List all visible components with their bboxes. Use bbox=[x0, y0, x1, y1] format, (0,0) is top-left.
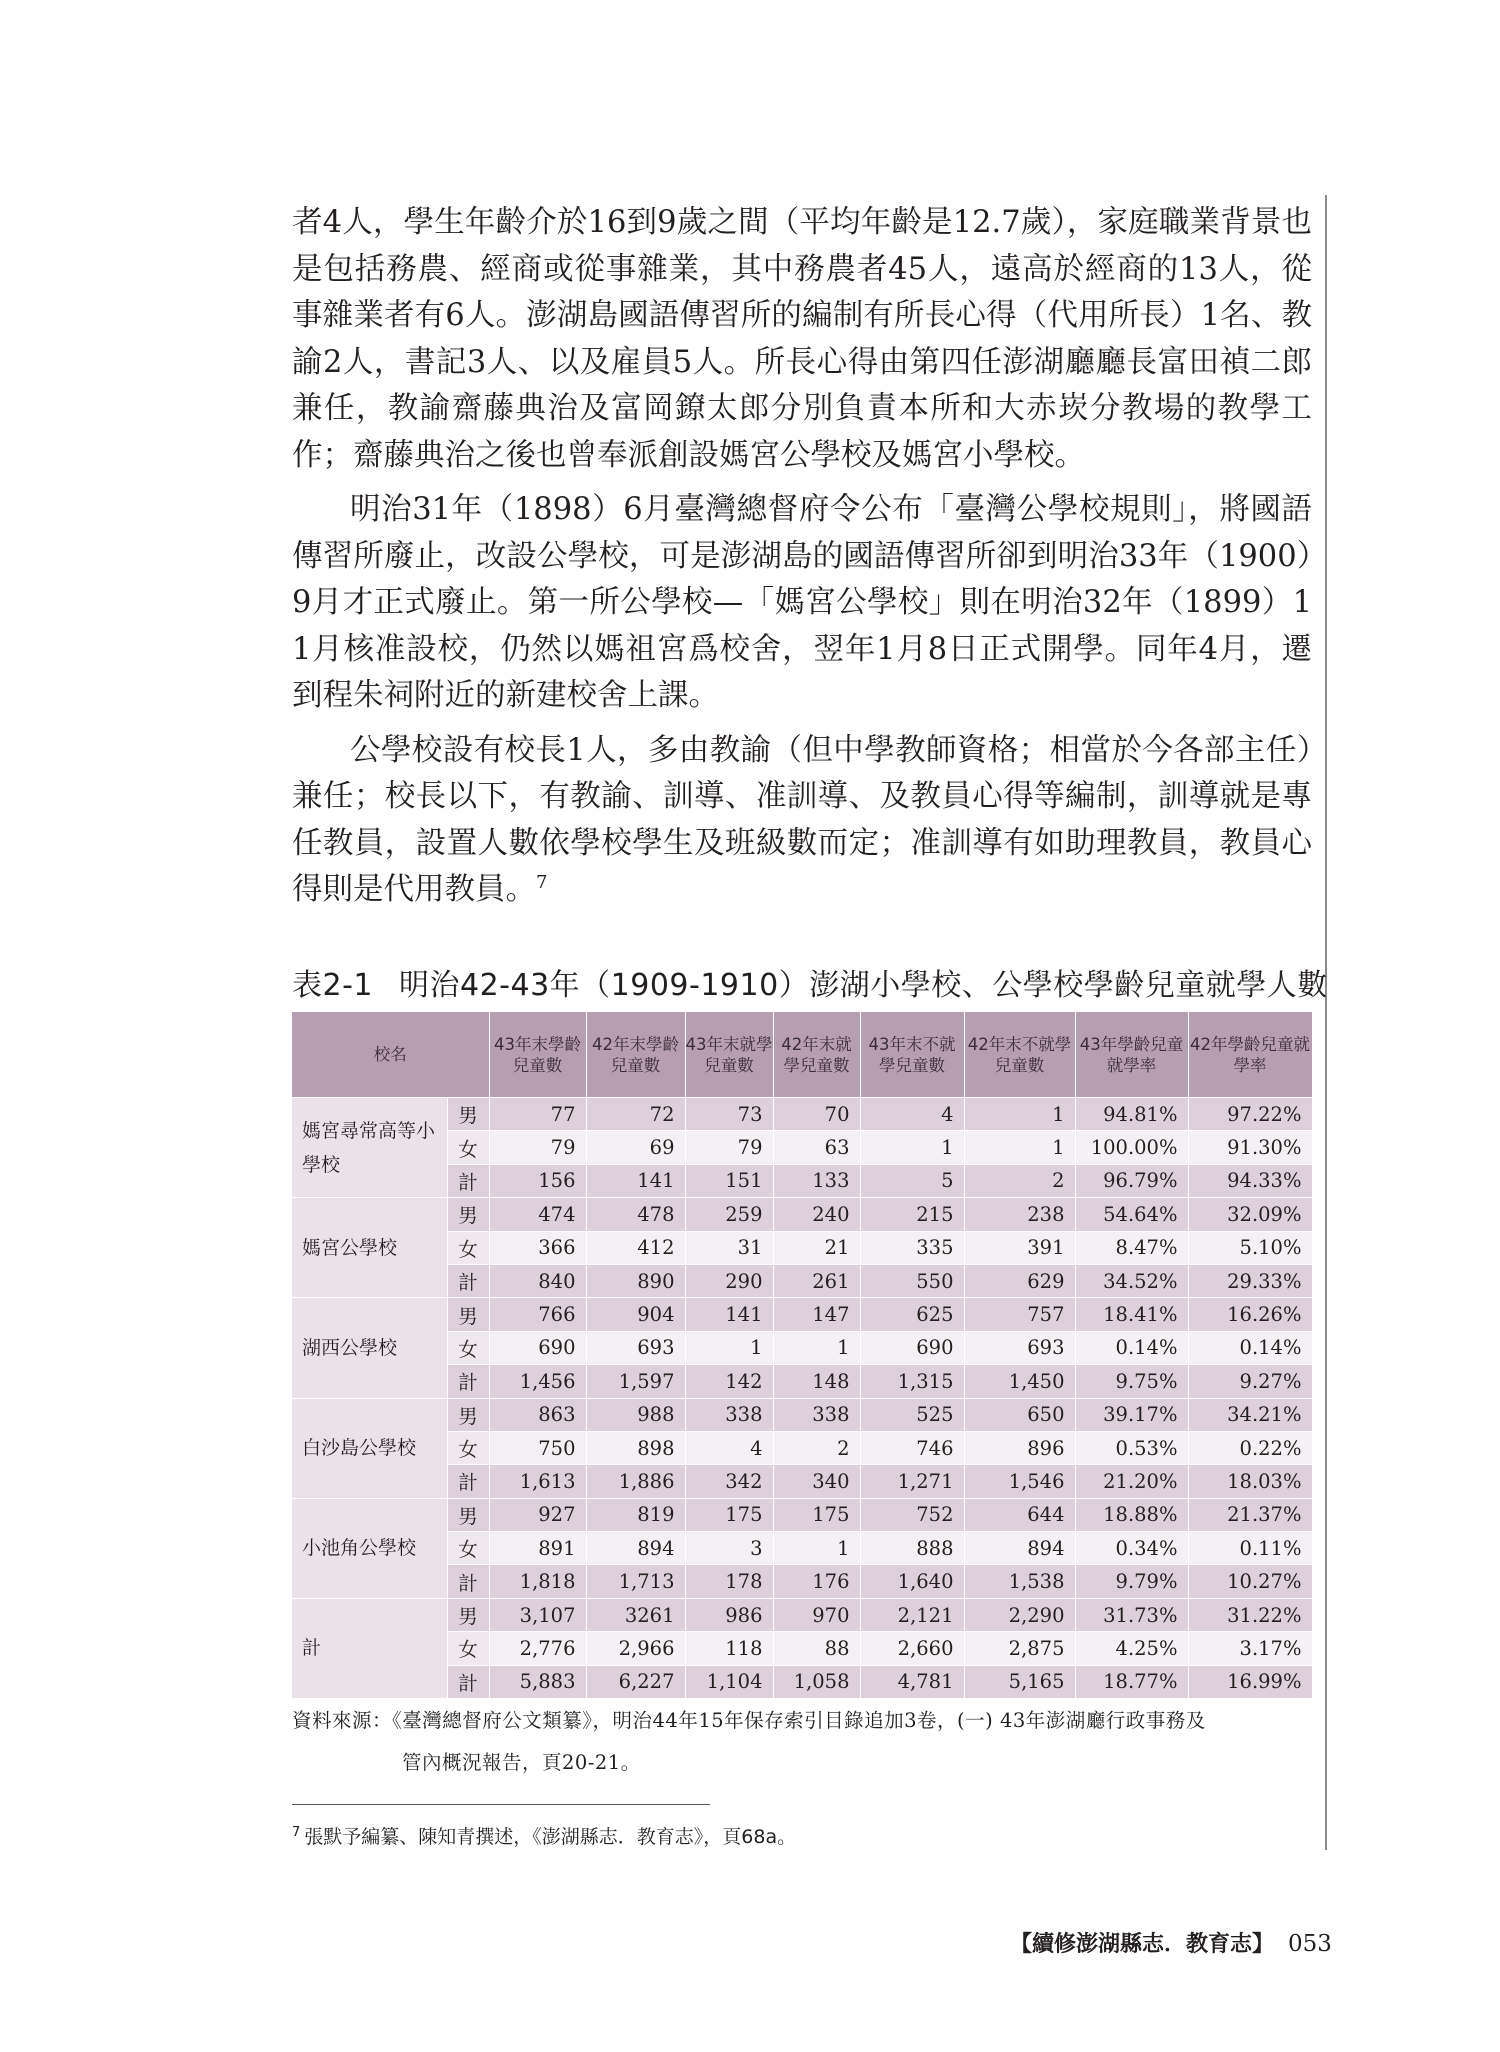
value-cell: 63 bbox=[773, 1131, 860, 1164]
value-cell: 175 bbox=[773, 1498, 860, 1531]
value-cell: 1 bbox=[685, 1331, 773, 1364]
value-cell: 1,058 bbox=[773, 1665, 860, 1698]
value-cell: 894 bbox=[586, 1532, 685, 1565]
value-cell: 1,271 bbox=[860, 1465, 964, 1498]
value-cell: 896 bbox=[964, 1431, 1075, 1464]
sex-cell: 女 bbox=[447, 1532, 489, 1565]
school-name-cell: 計 bbox=[292, 1598, 447, 1698]
page-number: 053 bbox=[1288, 1931, 1332, 1957]
value-cell: 6,227 bbox=[586, 1665, 685, 1698]
value-cell: 5.10% bbox=[1188, 1231, 1312, 1264]
value-cell: 0.22% bbox=[1188, 1431, 1312, 1464]
value-cell: 9.75% bbox=[1075, 1365, 1188, 1398]
column-header: 42年末不就學兒童數 bbox=[964, 1012, 1075, 1098]
value-cell: 4.25% bbox=[1075, 1632, 1188, 1665]
value-cell: 21.37% bbox=[1188, 1498, 1312, 1531]
footnote-text: 張默予編纂、陳知青撰述，《澎湖縣志．教育志》，頁68a。 bbox=[304, 1826, 797, 1848]
value-cell: 342 bbox=[685, 1465, 773, 1498]
value-cell: 1 bbox=[773, 1331, 860, 1364]
value-cell: 18.88% bbox=[1075, 1498, 1188, 1531]
value-cell: 757 bbox=[964, 1298, 1075, 1331]
sex-cell: 女 bbox=[447, 1632, 489, 1665]
value-cell: 21 bbox=[773, 1231, 860, 1264]
value-cell: 891 bbox=[489, 1532, 586, 1565]
value-cell: 32.09% bbox=[1188, 1198, 1312, 1231]
footnote-divider bbox=[292, 1804, 710, 1805]
value-cell: 1,640 bbox=[860, 1565, 964, 1598]
sex-cell: 計 bbox=[447, 1565, 489, 1598]
value-cell: 73 bbox=[685, 1098, 773, 1131]
sex-cell: 女 bbox=[447, 1331, 489, 1364]
footnote-reference[interactable]: 7 bbox=[536, 871, 548, 893]
value-cell: 94.33% bbox=[1188, 1164, 1312, 1197]
value-cell: 18.41% bbox=[1075, 1298, 1188, 1331]
value-cell: 176 bbox=[773, 1565, 860, 1598]
value-cell: 96.79% bbox=[1075, 1164, 1188, 1197]
enrollment-table bbox=[292, 1012, 1313, 1699]
value-cell: 1,104 bbox=[685, 1665, 773, 1698]
value-cell: 750 bbox=[489, 1431, 586, 1464]
value-cell: 1 bbox=[964, 1098, 1075, 1131]
footnote bbox=[292, 1822, 796, 1849]
value-cell: 2,290 bbox=[964, 1598, 1075, 1631]
value-cell: 986 bbox=[685, 1598, 773, 1631]
value-cell: 1,546 bbox=[964, 1465, 1075, 1498]
value-cell: 890 bbox=[586, 1264, 685, 1297]
value-cell: 988 bbox=[586, 1398, 685, 1431]
value-cell: 1,456 bbox=[489, 1365, 586, 1398]
sex-cell: 女 bbox=[447, 1431, 489, 1464]
value-cell: 240 bbox=[773, 1198, 860, 1231]
sex-cell: 計 bbox=[447, 1665, 489, 1698]
value-cell: 4 bbox=[860, 1098, 964, 1131]
value-cell: 1,597 bbox=[586, 1365, 685, 1398]
value-cell: 31.73% bbox=[1075, 1598, 1188, 1631]
value-cell: 338 bbox=[773, 1398, 860, 1431]
value-cell: 970 bbox=[773, 1598, 860, 1631]
value-cell: 1 bbox=[773, 1532, 860, 1565]
value-cell: 79 bbox=[685, 1131, 773, 1164]
value-cell: 178 bbox=[685, 1565, 773, 1598]
running-footer bbox=[1010, 1927, 1332, 1958]
value-cell: 1,818 bbox=[489, 1565, 586, 1598]
value-cell: 0.14% bbox=[1188, 1331, 1312, 1364]
sex-cell: 男 bbox=[447, 1498, 489, 1531]
value-cell: 0.53% bbox=[1075, 1431, 1188, 1464]
table-source-note bbox=[292, 1700, 1322, 1784]
value-cell: 142 bbox=[685, 1365, 773, 1398]
value-cell: 412 bbox=[586, 1231, 685, 1264]
value-cell: 0.34% bbox=[1075, 1532, 1188, 1565]
value-cell: 366 bbox=[489, 1231, 586, 1264]
value-cell: 175 bbox=[685, 1498, 773, 1531]
source-line-1: 資料來源：《臺灣總督府公文類纂》，明治44年15年保存索引目錄追加3卷，(一) 43年澎湖廳行政事務及 bbox=[292, 1709, 1206, 1732]
school-name-cell: 媽宮尋常高等小學校 bbox=[292, 1098, 447, 1198]
school-name-cell: 媽宮公學校 bbox=[292, 1198, 447, 1298]
value-cell: 215 bbox=[860, 1198, 964, 1231]
paragraph-3 bbox=[292, 728, 1312, 914]
value-cell: 927 bbox=[489, 1498, 586, 1531]
sex-cell: 男 bbox=[447, 1398, 489, 1431]
paragraph-3-text: 公學校設有校長1人，多由教諭（但中學教師資格；相當於今各部主任）兼任；校長以下，有教諭、訓導、准訓導、及教員心得等編制，訓導就是專任教員，設置人數依學校學生及班級數而定；准訓導有如助理教員，教員心得則是代用教員。 bbox=[292, 732, 1312, 907]
value-cell: 888 bbox=[860, 1532, 964, 1565]
value-cell: 5,165 bbox=[964, 1665, 1075, 1698]
value-cell: 1,315 bbox=[860, 1365, 964, 1398]
table-number: 表2-1 bbox=[292, 968, 373, 1003]
value-cell: 2,875 bbox=[964, 1632, 1075, 1665]
sex-cell: 男 bbox=[447, 1598, 489, 1631]
value-cell: 629 bbox=[964, 1264, 1075, 1297]
value-cell: 2,660 bbox=[860, 1632, 964, 1665]
value-cell: 2,121 bbox=[860, 1598, 964, 1631]
value-cell: 3,107 bbox=[489, 1598, 586, 1631]
value-cell: 156 bbox=[489, 1164, 586, 1197]
value-cell: 650 bbox=[964, 1398, 1075, 1431]
value-cell: 8.47% bbox=[1075, 1231, 1188, 1264]
column-header: 43年末不就學兒童數 bbox=[860, 1012, 964, 1098]
value-cell: 72 bbox=[586, 1098, 685, 1131]
column-header: 42年末學齡兒童數 bbox=[586, 1012, 685, 1098]
value-cell: 4 bbox=[685, 1431, 773, 1464]
value-cell: 1,538 bbox=[964, 1565, 1075, 1598]
value-cell: 894 bbox=[964, 1532, 1075, 1565]
value-cell: 5 bbox=[860, 1164, 964, 1197]
value-cell: 0.14% bbox=[1075, 1331, 1188, 1364]
table-body bbox=[292, 1098, 1312, 1699]
header-row bbox=[292, 1012, 1312, 1098]
source-line-2: 管內概況報告，頁20-21。 bbox=[402, 1751, 641, 1774]
table-header bbox=[292, 1012, 1312, 1098]
paragraph-1: 者4人，學生年齡介於16到9歲之間（平均年齡是12.7歲），家庭職業背景也是包括務農、經商或從事雜業，其中務農者45人，遠高於經商的13人，從事雜業者有6人。澎湖島國語傳習所的編制有所長心得（代用所長）1名、教諭2人，書記3人、以及雇員5人。所長心得由第四任澎湖廳廳長富田禎二郎兼任，教諭齋藤典治及富岡鐐太郎分別負責本所和大赤崁分教場的教學工作；齋藤典治之後也曾奉派創設媽宮公學校及媽宮小學校。 bbox=[292, 205, 1312, 473]
margin-rule bbox=[1325, 195, 1327, 1850]
value-cell: 1 bbox=[860, 1131, 964, 1164]
value-cell: 625 bbox=[860, 1298, 964, 1331]
value-cell: 141 bbox=[586, 1164, 685, 1197]
value-cell: 550 bbox=[860, 1264, 964, 1297]
value-cell: 644 bbox=[964, 1498, 1075, 1531]
value-cell: 97.22% bbox=[1188, 1098, 1312, 1131]
sex-cell: 男 bbox=[447, 1298, 489, 1331]
column-header: 43年末就學兒童數 bbox=[685, 1012, 773, 1098]
value-cell: 840 bbox=[489, 1264, 586, 1297]
value-cell: 1,613 bbox=[489, 1465, 586, 1498]
value-cell: 2,776 bbox=[489, 1632, 586, 1665]
value-cell: 29.33% bbox=[1188, 1264, 1312, 1297]
school-name-cell: 小池角公學校 bbox=[292, 1498, 447, 1598]
value-cell: 77 bbox=[489, 1098, 586, 1131]
value-cell: 18.77% bbox=[1075, 1665, 1188, 1698]
value-cell: 259 bbox=[685, 1198, 773, 1231]
value-cell: 478 bbox=[586, 1198, 685, 1231]
sex-cell: 女 bbox=[447, 1231, 489, 1264]
value-cell: 391 bbox=[964, 1231, 1075, 1264]
value-cell: 94.81% bbox=[1075, 1098, 1188, 1131]
value-cell: 148 bbox=[773, 1365, 860, 1398]
value-cell: 54.64% bbox=[1075, 1198, 1188, 1231]
value-cell: 69 bbox=[586, 1131, 685, 1164]
value-cell: 151 bbox=[685, 1164, 773, 1197]
value-cell: 3.17% bbox=[1188, 1632, 1312, 1665]
value-cell: 338 bbox=[685, 1398, 773, 1431]
value-cell: 819 bbox=[586, 1498, 685, 1531]
value-cell: 340 bbox=[773, 1465, 860, 1498]
table-row bbox=[292, 1298, 1312, 1331]
value-cell: 2 bbox=[773, 1431, 860, 1464]
value-cell: 525 bbox=[860, 1398, 964, 1431]
value-cell: 898 bbox=[586, 1431, 685, 1464]
value-cell: 474 bbox=[489, 1198, 586, 1231]
value-cell: 3 bbox=[685, 1532, 773, 1565]
value-cell: 1,450 bbox=[964, 1365, 1075, 1398]
value-cell: 3261 bbox=[586, 1598, 685, 1631]
value-cell: 18.03% bbox=[1188, 1465, 1312, 1498]
value-cell: 766 bbox=[489, 1298, 586, 1331]
value-cell: 2 bbox=[964, 1164, 1075, 1197]
value-cell: 147 bbox=[773, 1298, 860, 1331]
value-cell: 70 bbox=[773, 1098, 860, 1131]
paragraph-2: 明治31年（1898）6月臺灣總督府令公布「臺灣公學校規則」，將國語傳習所廢止，改設公學校，可是澎湖島的國語傳習所卻到明治33年（1900）9月才正式廢止。第一所公學校—「媽宮公學校」則在明治32年（1899）11月核准設校，仍然以媽祖宮爲校舍，翌年1月8日正式開學。同年4月，遷到程朱祠附近的新建校舍上課。 bbox=[292, 492, 1312, 713]
value-cell: 79 bbox=[489, 1131, 586, 1164]
value-cell: 863 bbox=[489, 1398, 586, 1431]
value-cell: 16.26% bbox=[1188, 1298, 1312, 1331]
value-cell: 16.99% bbox=[1188, 1665, 1312, 1698]
value-cell: 290 bbox=[685, 1264, 773, 1297]
value-cell: 10.27% bbox=[1188, 1565, 1312, 1598]
footnote-number: 7 bbox=[292, 1824, 301, 1840]
value-cell: 261 bbox=[773, 1264, 860, 1297]
value-cell: 9.27% bbox=[1188, 1365, 1312, 1398]
value-cell: 904 bbox=[586, 1298, 685, 1331]
table-row bbox=[292, 1198, 1312, 1231]
sex-cell: 計 bbox=[447, 1164, 489, 1197]
value-cell: 9.79% bbox=[1075, 1565, 1188, 1598]
sex-cell: 女 bbox=[447, 1131, 489, 1164]
value-cell: 4,781 bbox=[860, 1665, 964, 1698]
value-cell: 693 bbox=[586, 1331, 685, 1364]
value-cell: 91.30% bbox=[1188, 1131, 1312, 1164]
value-cell: 1,886 bbox=[586, 1465, 685, 1498]
table-title: 明治42-43年（1909-1910）澎湖小學校、公學校學齡兒童就學人數 bbox=[399, 968, 1328, 1003]
value-cell: 1 bbox=[964, 1131, 1075, 1164]
value-cell: 21.20% bbox=[1075, 1465, 1188, 1498]
column-header: 42年學齡兒童就學率 bbox=[1188, 1012, 1312, 1098]
value-cell: 690 bbox=[489, 1331, 586, 1364]
table-caption bbox=[292, 960, 1328, 1004]
value-cell: 746 bbox=[860, 1431, 964, 1464]
school-name-cell: 湖西公學校 bbox=[292, 1298, 447, 1398]
value-cell: 39.17% bbox=[1075, 1398, 1188, 1431]
value-cell: 34.52% bbox=[1075, 1264, 1188, 1297]
school-name-cell: 白沙島公學校 bbox=[292, 1398, 447, 1498]
value-cell: 31.22% bbox=[1188, 1598, 1312, 1631]
value-cell: 693 bbox=[964, 1331, 1075, 1364]
sex-cell: 計 bbox=[447, 1365, 489, 1398]
sex-cell: 計 bbox=[447, 1465, 489, 1498]
value-cell: 1,713 bbox=[586, 1565, 685, 1598]
value-cell: 690 bbox=[860, 1331, 964, 1364]
table-row bbox=[292, 1498, 1312, 1531]
value-cell: 34.21% bbox=[1188, 1398, 1312, 1431]
table-row bbox=[292, 1098, 1312, 1131]
column-header: 42年末就學兒童數 bbox=[773, 1012, 860, 1098]
value-cell: 335 bbox=[860, 1231, 964, 1264]
sex-cell: 計 bbox=[447, 1264, 489, 1297]
column-header: 校名 bbox=[292, 1012, 489, 1098]
body-text bbox=[292, 200, 1312, 922]
column-header: 43年末學齡兒童數 bbox=[489, 1012, 586, 1098]
value-cell: 118 bbox=[685, 1632, 773, 1665]
running-title: 【續修澎湖縣志．教育志】 bbox=[1010, 1931, 1275, 1957]
value-cell: 31 bbox=[685, 1231, 773, 1264]
value-cell: 238 bbox=[964, 1198, 1075, 1231]
value-cell: 133 bbox=[773, 1164, 860, 1197]
value-cell: 141 bbox=[685, 1298, 773, 1331]
value-cell: 2,966 bbox=[586, 1632, 685, 1665]
table-row bbox=[292, 1598, 1312, 1631]
value-cell: 0.11% bbox=[1188, 1532, 1312, 1565]
table-row bbox=[292, 1398, 1312, 1431]
sex-cell: 男 bbox=[447, 1098, 489, 1131]
value-cell: 752 bbox=[860, 1498, 964, 1531]
sex-cell: 男 bbox=[447, 1198, 489, 1231]
value-cell: 88 bbox=[773, 1632, 860, 1665]
value-cell: 5,883 bbox=[489, 1665, 586, 1698]
value-cell: 100.00% bbox=[1075, 1131, 1188, 1164]
column-header: 43年學齡兒童就學率 bbox=[1075, 1012, 1188, 1098]
